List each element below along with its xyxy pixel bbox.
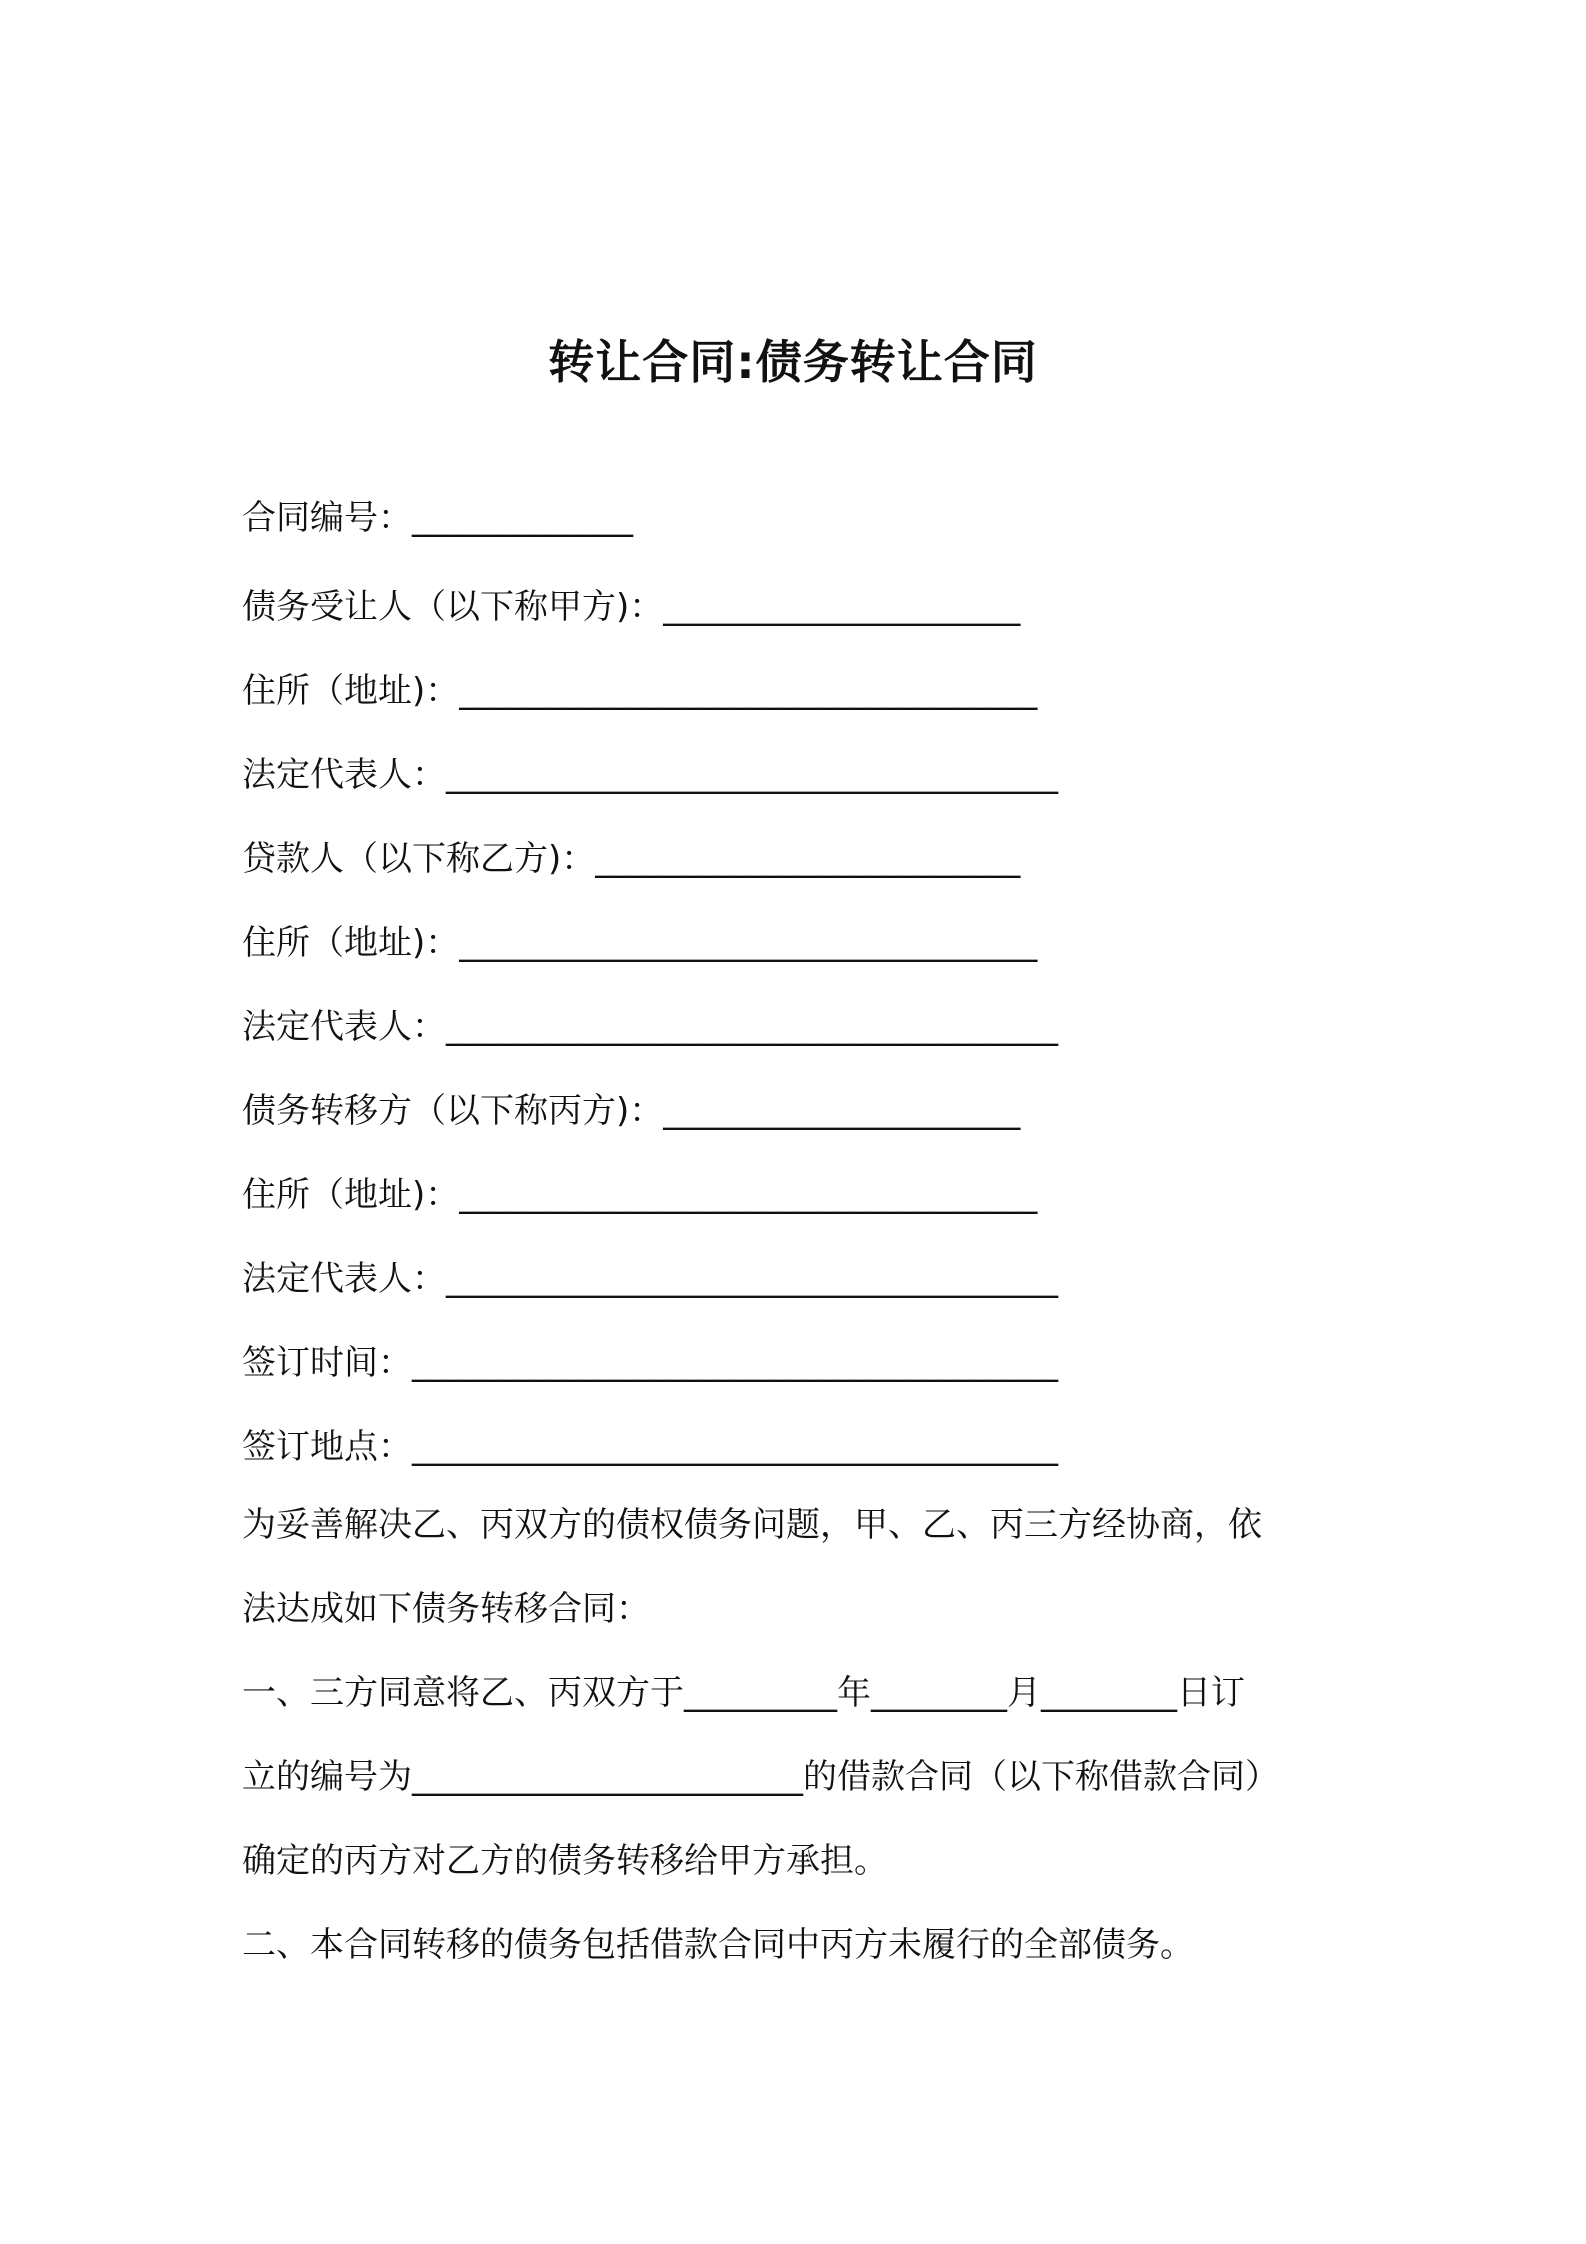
field-party-b-representative: 法定代表人：____________________________________ xyxy=(242,1007,1058,1047)
clause-one-line-3: 确定的丙方对乙方的债务转移给甲方承担。 xyxy=(242,1841,888,1881)
clause-two: 二、本合同转移的债务包括借款合同中丙方未履行的全部债务。 xyxy=(242,1925,1194,1965)
field-party-b-address: 住所（地址)：__________________________________ xyxy=(242,923,1038,963)
clause-one-line-2: 立的编号为_______________________的借款合同（以下称借款合同） xyxy=(242,1757,1279,1797)
field-contract-number: 合同编号：_____________ xyxy=(242,498,633,538)
paragraph-intro-1: 为妥善解决乙、丙双方的债权债务问题，甲、乙、丙三方经协商，依 xyxy=(242,1505,1262,1545)
field-signing-date: 签订时间：______________________________________ xyxy=(242,1343,1058,1383)
field-party-b: 贷款人（以下称乙方)：_________________________ xyxy=(242,839,1021,879)
paragraph-intro-2: 法达成如下债务转移合同： xyxy=(242,1589,650,1629)
field-party-a: 债务受让人（以下称甲方)：_____________________ xyxy=(242,587,1021,627)
field-party-c: 债务转移方（以下称丙方)：_____________________ xyxy=(242,1091,1021,1131)
field-signing-place: 签订地点：______________________________________ xyxy=(242,1427,1058,1467)
document-title: 转让合同:债务转让合同 xyxy=(548,334,1038,389)
field-party-a-representative: 法定代表人：____________________________________ xyxy=(242,755,1058,795)
clause-one-line-1: 一、三方同意将乙、丙双方于_________年________月________日订 xyxy=(242,1673,1245,1713)
field-party-c-address: 住所（地址)：__________________________________ xyxy=(242,1175,1038,1215)
field-party-a-address: 住所（地址)：__________________________________ xyxy=(242,671,1038,711)
field-party-c-representative: 法定代表人：____________________________________ xyxy=(242,1259,1058,1299)
